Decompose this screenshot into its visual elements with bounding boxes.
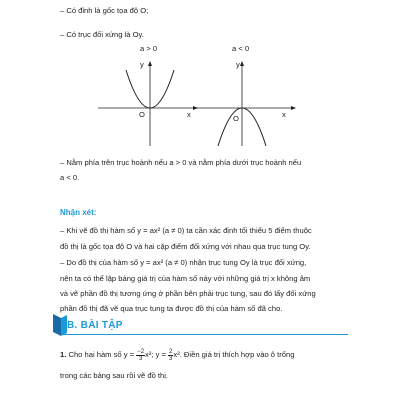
position-note-line1: – Nằm phía trên trục hoành nếu a > 0 và nằm phía dưới trục hoành nếu [60, 158, 302, 167]
frac-numerator: 2 [169, 348, 173, 355]
x-axis-arrow [291, 106, 296, 110]
remark-p1-line2: đồ thị là gốc tọa độ O và hai cặp điểm đối xứng với nhau qua trục tung Oy. [60, 242, 311, 251]
bookmark-icon [53, 312, 67, 336]
y-axis-label: y [140, 60, 144, 69]
section-title: B. BÀI TẬP [67, 320, 123, 331]
origin-label: O [233, 114, 239, 123]
exercise-number: 1. [60, 350, 67, 359]
exercise-text-c: x². Điền giá trị thích hợp vào ô trống [173, 350, 295, 359]
graph-caption: a > 0 [140, 44, 158, 53]
position-note-line2: a < 0. [60, 173, 80, 182]
exercise-1-line2: trong các bảng sau rồi vẽ đồ thị. [60, 371, 169, 380]
symmetry-property: – Có trục đối xứng là Oy. [60, 30, 144, 39]
y-axis-arrow [240, 61, 244, 66]
origin-label: O [139, 110, 145, 119]
y-axis-label: y [236, 60, 240, 69]
frac-denominator: 3 [138, 355, 143, 362]
frac-denominator: 3 [169, 355, 173, 362]
parabola-up-figure [96, 56, 200, 150]
section-header [53, 312, 348, 336]
fraction-negative-two-thirds [136, 349, 145, 362]
remark-p2-line1: – Do đồ thị của hàm số y = ax² (a ≠ 0) nhận trục tung Oy là trục đối xứng, [60, 258, 307, 267]
frac-numerator: −2 [137, 348, 145, 355]
y-axis-arrow [148, 61, 152, 66]
x-axis-label: x [187, 110, 191, 119]
remark-p2-line4: phần đồ thị đã vẽ qua trục tung ta được đồ thị của hàm số đã cho. [60, 304, 283, 313]
exercise-text-b: x²; y = [145, 350, 169, 359]
exercise-text-a: Cho hai hàm số y = [66, 350, 137, 359]
remark-p2-line3: và vẽ phần đồ thị tương ứng ở phần bên phải trục tung, sau đó lấy đối xứng [60, 289, 316, 298]
x-axis-label: x [282, 110, 286, 119]
remark-p1-line1: – Khi vẽ đồ thị hàm số y = ax² (a ≠ 0) ta cần xác định tối thiểu 5 điểm thuộc [60, 226, 312, 235]
exercise-1-line1 [60, 348, 294, 362]
remark-p2-line2: nên ta có thể lập bảng giá trị của hàm số này với những giá trị x không âm [60, 274, 311, 283]
remark-heading: Nhận xét: [60, 208, 97, 217]
parabola-down-figure [194, 56, 298, 150]
vertex-property: – Có đỉnh là gốc tọa độ O; [60, 6, 149, 15]
section-underline [63, 334, 348, 335]
graph-caption: a < 0 [232, 44, 250, 53]
